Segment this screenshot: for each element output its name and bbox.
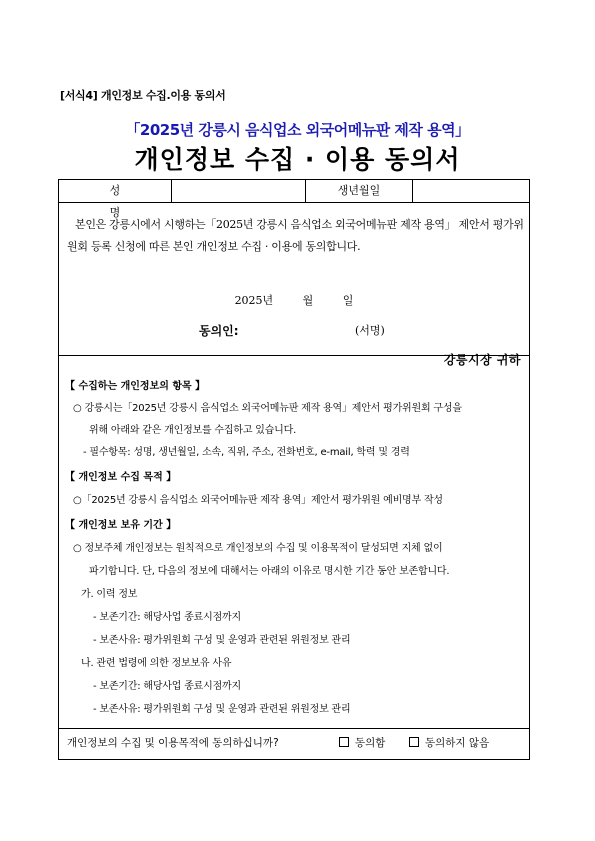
items-line: ○ 강릉시는「2025년 강릉시 음식업소 외국어메뉴판 제작 용역」제안서 평가위원회 구성을	[73, 403, 462, 414]
retention-line: - 보존기간: 해당사업 종료시점까지	[93, 612, 241, 623]
privacy-details	[59, 355, 529, 729]
consent-date[interactable]: 2025년 월 일	[234, 294, 354, 307]
recipient: 강릉시장 귀하	[443, 353, 521, 367]
consent-statement-block	[59, 202, 529, 367]
consent-question: 개인정보의 수집 및 이용목적에 동의하십니까?	[67, 737, 279, 749]
agree-checkbox[interactable]	[339, 737, 349, 747]
consent-form	[58, 179, 530, 760]
consent-statement: 본인은 강릉시에서 시행하는「2025년 강릉시 음식업소 외국어메뉴판 제작 용역」 제안서 평가위원회 등록 신청에 따른 본인 개인정보 수집 · 이용에 동의합니다.	[67, 218, 524, 253]
signature-label[interactable]: (서명)	[355, 324, 385, 337]
consent-question-row	[59, 728, 529, 759]
purpose-section-title: 【 개인정보 수집 목적 】	[65, 472, 177, 483]
agree-option[interactable]	[339, 728, 385, 759]
disagree-option[interactable]	[409, 728, 489, 759]
retention-line: - 보존기간: 해당사업 종료시점까지	[93, 681, 241, 692]
items-line: 위해 아래와 같은 개인정보를 수집하고 있습니다.	[89, 425, 297, 436]
items-line: - 필수항목: 성명, 생년월일, 소속, 직위, 주소, 전화번호, e-mail, 학력 및 경력	[83, 447, 410, 458]
retention-section-title: 【 개인정보 보유 기간 】	[65, 520, 177, 531]
birthdate-field[interactable]	[413, 180, 531, 202]
birthdate-label: 생년월일	[306, 180, 413, 202]
items-section-title: 【 수집하는 개인정보의 항목 】	[65, 381, 206, 392]
retention-line: - 보존사유: 평가위원회 구성 및 운영과 관련된 위원정보 관리	[93, 635, 351, 646]
name-label: 성 명	[59, 180, 172, 202]
retention-line: 가. 이력 정보	[81, 589, 138, 600]
form-number: [서식4] 개인정보 수집.이용 동의서	[60, 89, 226, 102]
disagree-label: 동의하지 않음	[425, 737, 490, 749]
purpose-line: ○「2025년 강릉시 음식업소 외국어메뉴판 제작 용역」제안서 평가위원 예비명부 작성	[73, 495, 443, 506]
project-subtitle: 「2025년 강릉시 음식업소 외국어메뉴판 제작 용역」	[125, 121, 470, 139]
signer-label: 동의인:	[199, 324, 239, 338]
name-field[interactable]	[172, 180, 306, 202]
page-title: 개인정보 수집 · 이용 동의서	[134, 145, 461, 174]
agree-label: 동의함	[355, 737, 386, 749]
retention-line: ○ 정보주체 개인정보는 원칙적으로 개인정보의 수집 및 이용목적이 달성되면 지체 없이	[73, 543, 443, 554]
retention-line: - 보존사유: 평가위원회 구성 및 운영과 관련된 위원정보 관리	[93, 704, 351, 715]
applicant-info-row	[59, 180, 529, 219]
disagree-checkbox[interactable]	[409, 737, 419, 747]
retention-line: 파기합니다. 단, 다음의 정보에 대해서는 아래의 이유로 명시한 기간 동안 보존합니다.	[89, 566, 450, 577]
retention-line: 나. 관련 법령에 의한 정보보유 사유	[81, 658, 232, 669]
